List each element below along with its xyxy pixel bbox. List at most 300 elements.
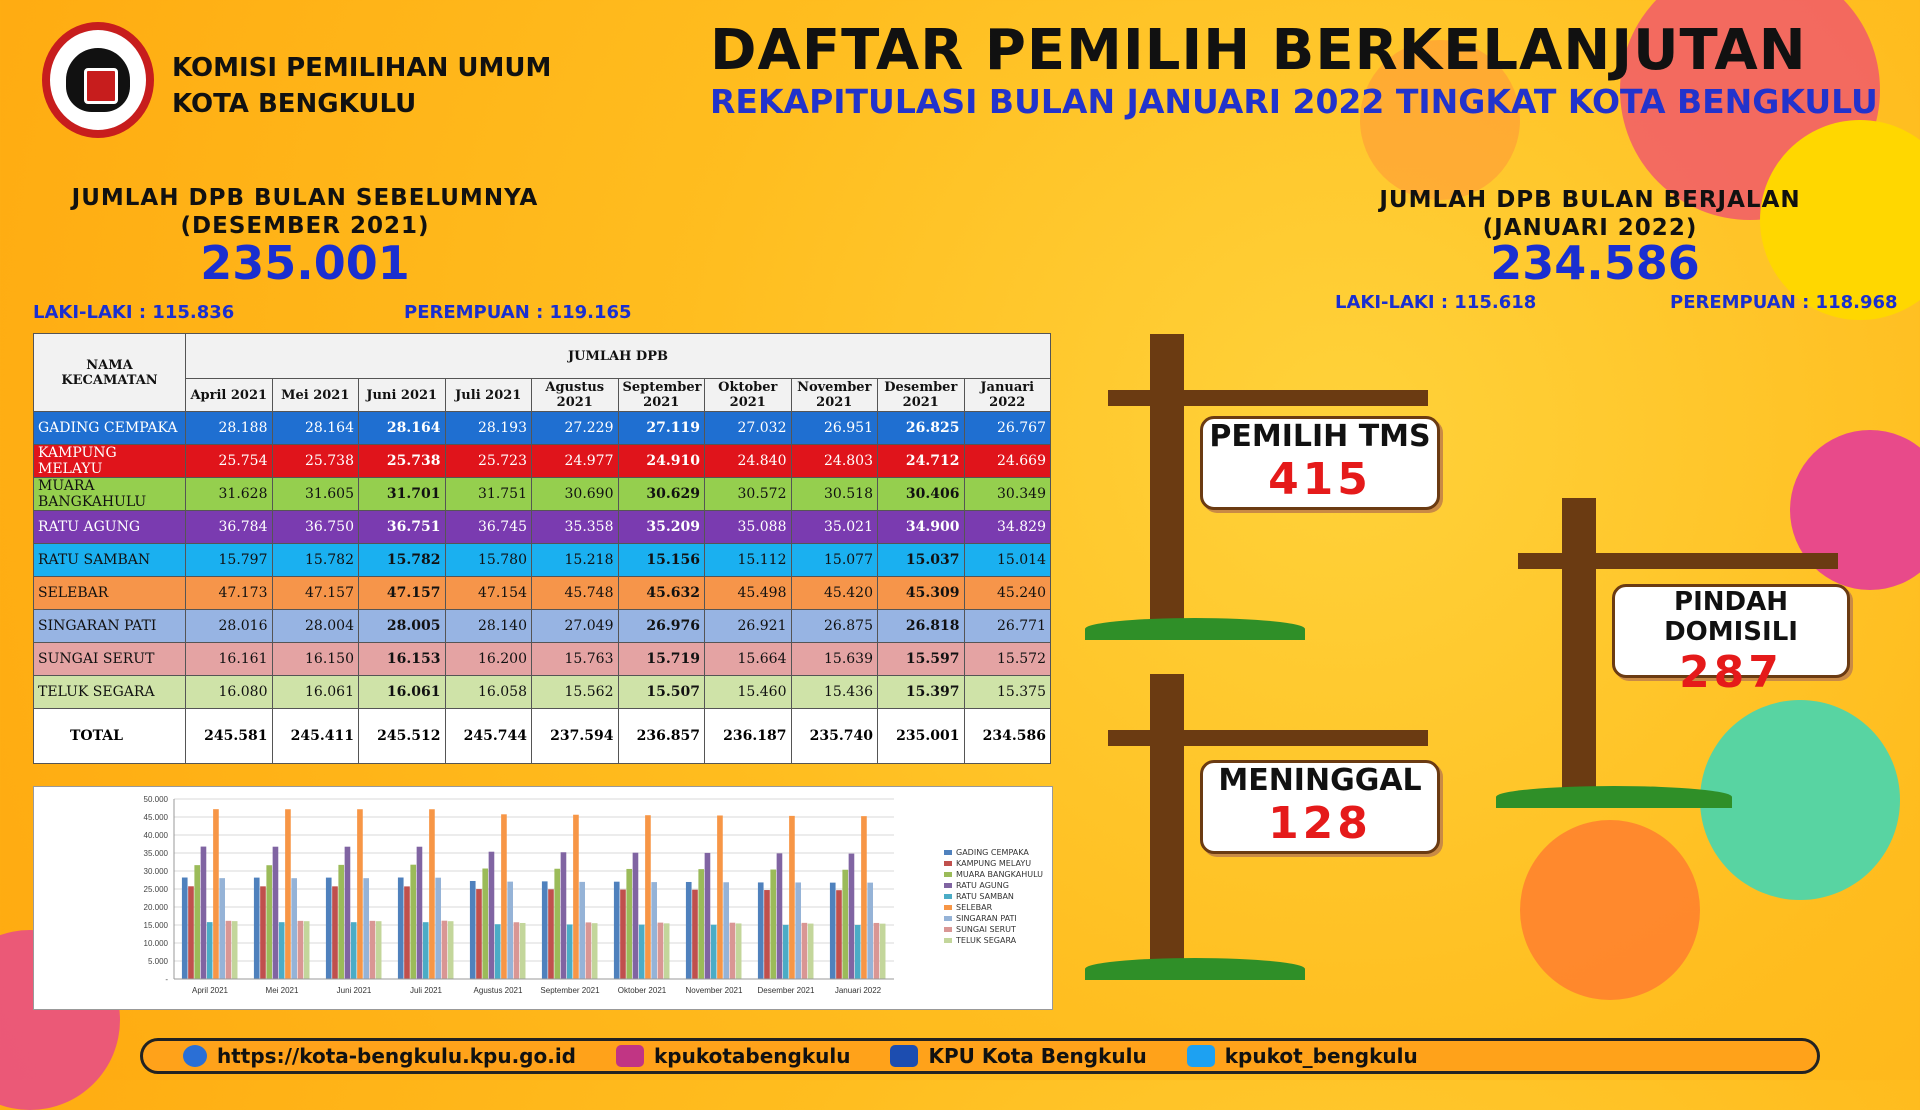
- chart-bar: [298, 921, 304, 979]
- total-cell: 235.740: [791, 709, 878, 764]
- dpb-table: [33, 333, 1051, 764]
- chart-bar: [338, 865, 344, 979]
- legend-entry: [944, 869, 1043, 880]
- table-cell: 16.080: [186, 676, 273, 709]
- table-cell: 15.375: [964, 676, 1051, 709]
- table-cell: 15.397: [878, 676, 965, 709]
- chart-bar: [194, 865, 200, 979]
- chart-bar: [273, 847, 279, 979]
- legend-swatch: [944, 861, 952, 866]
- chart-bar: [723, 882, 729, 979]
- twitter-icon: [1187, 1045, 1215, 1067]
- kecamatan-name: SINGARAN PATI: [34, 610, 186, 643]
- y-tick-label: 15.000: [143, 921, 168, 930]
- footer-bar: [140, 1038, 1820, 1074]
- table-cell: 15.562: [532, 676, 619, 709]
- signpost-arm: [1108, 390, 1428, 406]
- org-name-line1: KOMISI PEMILIHAN UMUM: [172, 53, 552, 83]
- sign-meninggal: [1200, 760, 1440, 854]
- chart-bar: [711, 925, 717, 979]
- chart-bar: [266, 865, 272, 979]
- grass: [1085, 618, 1305, 640]
- chart-bar: [861, 816, 867, 979]
- curr-heading-line1: JUMLAH DPB BULAN BERJALAN: [1379, 187, 1801, 213]
- chart-bar: [404, 886, 410, 979]
- total-cell: 245.744: [445, 709, 532, 764]
- footer-website[interactable]: [183, 1044, 576, 1068]
- table-cell: 30.406: [878, 478, 965, 511]
- chart-bar: [783, 925, 789, 979]
- chart-bar: [770, 870, 776, 979]
- table-cell: 27.229: [532, 412, 619, 445]
- curr-total: 234.586: [1490, 236, 1700, 290]
- prev-heading-line2: (DESEMBER 2021): [180, 213, 430, 239]
- chart-bar: [880, 924, 886, 979]
- table-cell: 15.572: [964, 643, 1051, 676]
- chart-bar: [410, 865, 416, 979]
- y-tick-label: 45.000: [143, 813, 168, 822]
- legend-swatch: [944, 894, 952, 899]
- footer-instagram[interactable]: [616, 1044, 850, 1068]
- chart-bar: [514, 922, 520, 979]
- table-cell: 35.088: [705, 511, 792, 544]
- chart-bar: [736, 923, 742, 979]
- instagram-icon: [616, 1045, 644, 1067]
- table-cell: 15.507: [618, 676, 705, 709]
- chart-bar: [758, 882, 764, 979]
- legend-entry: [944, 935, 1043, 946]
- legend-swatch: [944, 938, 952, 943]
- chart-bar: [874, 923, 880, 979]
- chart-bar: [730, 923, 736, 979]
- chart-bar: [554, 869, 560, 979]
- month-header: Juli 2021: [445, 379, 532, 412]
- table-row: [34, 676, 1051, 709]
- table-cell: 28.188: [186, 412, 273, 445]
- legend-swatch: [944, 850, 952, 855]
- chart-bar: [429, 809, 435, 979]
- table-cell: 15.782: [272, 544, 359, 577]
- table-cell: 34.829: [964, 511, 1051, 544]
- total-cell: 236.857: [618, 709, 705, 764]
- legend-entry: [944, 858, 1043, 869]
- org-name: [172, 50, 551, 122]
- chart-bar: [507, 882, 513, 979]
- chart-bar: [686, 882, 692, 979]
- y-tick-label: 5.000: [147, 957, 168, 966]
- table-row: [34, 544, 1051, 577]
- chart-bar: [448, 921, 454, 979]
- kpu-logo: [42, 22, 154, 138]
- legend-swatch: [944, 927, 952, 932]
- chart-bar: [260, 886, 266, 979]
- x-tick-label: November 2021: [685, 986, 743, 995]
- chart-bar: [345, 847, 351, 979]
- table-cell: 24.910: [618, 445, 705, 478]
- chart-bar: [213, 809, 219, 979]
- table-cell: 25.738: [272, 445, 359, 478]
- chart-bar: [442, 921, 448, 979]
- chart-bar: [692, 890, 698, 979]
- kecamatan-name: GADING CEMPAKA: [34, 412, 186, 445]
- table-cell: 47.157: [359, 577, 446, 610]
- chart-bar: [592, 923, 598, 979]
- sign-meninggal-label: MENINGGAL: [1218, 763, 1422, 798]
- chart-bar: [482, 869, 488, 979]
- month-header: Juni 2021: [359, 379, 446, 412]
- chart-bar: [639, 925, 645, 979]
- chart-bar: [304, 921, 310, 979]
- month-header: Agustus 2021: [532, 379, 619, 412]
- legend-label: SINGARAN PATI: [956, 914, 1017, 923]
- x-tick-label: Oktober 2021: [617, 986, 667, 995]
- table-cell: 28.005: [359, 610, 446, 643]
- globe-icon: [183, 1045, 207, 1067]
- table-cell: 35.021: [791, 511, 878, 544]
- chart-bar: [291, 878, 297, 979]
- legend-entry: [944, 891, 1043, 902]
- kecamatan-name: TELUK SEGARA: [34, 676, 186, 709]
- table-cell: 26.767: [964, 412, 1051, 445]
- chart-bar: [476, 889, 482, 979]
- legend-swatch: [944, 905, 952, 910]
- chart-bar: [489, 852, 495, 979]
- y-tick-label: 30.000: [143, 867, 168, 876]
- table-cell: 16.061: [272, 676, 359, 709]
- chart-bar: [808, 924, 814, 979]
- x-tick-label: Juli 2021: [409, 986, 443, 995]
- sign-pindah-domisili: [1612, 584, 1850, 698]
- table-cell: 36.745: [445, 511, 532, 544]
- y-tick-label: -: [165, 975, 168, 984]
- chart-bar: [398, 878, 404, 979]
- table-cell: 16.061: [359, 676, 446, 709]
- table-cell: 25.723: [445, 445, 532, 478]
- table-cell: 27.032: [705, 412, 792, 445]
- table-row: [34, 412, 1051, 445]
- table-cell: 16.153: [359, 643, 446, 676]
- sign-pindah-domisili-label: PINDAH DOMISILI: [1664, 587, 1798, 647]
- table-cell: 24.669: [964, 445, 1051, 478]
- sign-pemilih-tms-value: 415: [1268, 454, 1372, 505]
- total-cell: 245.411: [272, 709, 359, 764]
- legend-entry: [944, 902, 1043, 913]
- prev-heading: [30, 184, 580, 240]
- chart-bar: [435, 878, 441, 979]
- signpost-arm: [1108, 730, 1428, 746]
- legend-label: RATU AGUNG: [956, 881, 1009, 890]
- total-row: [34, 709, 1051, 764]
- chart-bar: [219, 878, 225, 979]
- table-cell: 47.154: [445, 577, 532, 610]
- chart-bar: [332, 886, 338, 979]
- chart-bar: [561, 852, 567, 979]
- curr-female: PEREMPUAN : 118.968: [1670, 292, 1898, 313]
- total-cell: 245.512: [359, 709, 446, 764]
- chart-bar: [357, 809, 363, 979]
- prev-total: 235.001: [200, 236, 410, 290]
- chart-bar: [855, 925, 861, 979]
- table-cell: 45.309: [878, 577, 965, 610]
- chart-bar: [423, 922, 429, 979]
- grass: [1085, 958, 1305, 980]
- chart-bar: [579, 882, 585, 979]
- kecamatan-name: MUARA BANGKAHULU: [34, 478, 186, 511]
- total-label: TOTAL: [34, 709, 186, 764]
- month-header-row: [34, 379, 1051, 412]
- table-row: [34, 511, 1051, 544]
- x-tick-label: Januari 2022: [834, 986, 882, 995]
- chart-bar: [207, 922, 213, 979]
- legend-label: KAMPUNG MELAYU: [956, 859, 1032, 868]
- table-cell: 45.498: [705, 577, 792, 610]
- y-tick-label: 25.000: [143, 885, 168, 894]
- table-row: [34, 643, 1051, 676]
- chart-bar: [658, 923, 664, 979]
- page-title: DAFTAR PEMILIH BERKELANJUTAN: [710, 18, 1807, 83]
- chart-bar: [777, 853, 783, 979]
- table-cell: 30.349: [964, 478, 1051, 511]
- table-cell: 27.049: [532, 610, 619, 643]
- table-cell: 28.140: [445, 610, 532, 643]
- table-row: [34, 577, 1051, 610]
- y-tick-label: 10.000: [143, 939, 168, 948]
- y-tick-label: 50.000: [143, 795, 168, 804]
- chart-bar: [188, 886, 194, 979]
- table-cell: 34.900: [878, 511, 965, 544]
- table-cell: 28.193: [445, 412, 532, 445]
- chart-bar: [326, 878, 332, 979]
- table-row: [34, 478, 1051, 511]
- chart-legend: [944, 847, 1043, 946]
- table-cell: 16.161: [186, 643, 273, 676]
- signpost-arm: [1518, 553, 1838, 569]
- bar-chart-svg: [34, 787, 1052, 1009]
- x-tick-label: Desember 2021: [757, 986, 815, 995]
- total-cell: 245.581: [186, 709, 273, 764]
- legend-entry: [944, 924, 1043, 935]
- chart-bar: [285, 809, 291, 979]
- chart-bar: [626, 869, 632, 979]
- legend-label: RATU SAMBAN: [956, 892, 1014, 901]
- table-cell: 15.639: [791, 643, 878, 676]
- chart-bar: [620, 890, 626, 979]
- x-tick-label: September 2021: [540, 986, 600, 995]
- footer-twitter-text: kpukot_bengkulu: [1224, 1044, 1418, 1068]
- table-cell: 45.748: [532, 577, 619, 610]
- table-cell: 35.358: [532, 511, 619, 544]
- chart-bar: [495, 924, 501, 979]
- table-cell: 35.209: [618, 511, 705, 544]
- table-cell: 30.629: [618, 478, 705, 511]
- table-cell: 31.751: [445, 478, 532, 511]
- table-cell: 16.200: [445, 643, 532, 676]
- table-body: [34, 412, 1051, 764]
- kecamatan-name: KAMPUNG MELAYU: [34, 445, 186, 478]
- month-header: Desember 2021: [878, 379, 965, 412]
- table-cell: 26.825: [878, 412, 965, 445]
- chart-bar: [201, 847, 207, 979]
- table-cell: 26.976: [618, 610, 705, 643]
- bg-blob: [1520, 820, 1700, 1000]
- table-cell: 26.875: [791, 610, 878, 643]
- kecamatan-name: SUNGAI SERUT: [34, 643, 186, 676]
- x-tick-label: Mei 2021: [265, 986, 299, 995]
- chart-bar: [586, 922, 592, 979]
- table-cell: 30.690: [532, 478, 619, 511]
- chart-bar: [867, 883, 873, 979]
- table-cell: 15.797: [186, 544, 273, 577]
- chart-bar: [614, 882, 620, 979]
- table-cell: 26.921: [705, 610, 792, 643]
- table-cell: 15.112: [705, 544, 792, 577]
- sign-pindah-domisili-value: 287: [1679, 647, 1783, 698]
- month-header: Oktober 2021: [705, 379, 792, 412]
- table-cell: 45.240: [964, 577, 1051, 610]
- table-cell: 26.771: [964, 610, 1051, 643]
- chart-bar: [351, 922, 357, 979]
- footer-twitter[interactable]: [1187, 1044, 1418, 1068]
- chart-bar: [645, 815, 651, 979]
- total-cell: 237.594: [532, 709, 619, 764]
- legend-label: TELUK SEGARA: [956, 936, 1017, 945]
- chart-bar: [417, 847, 423, 979]
- x-tick-label: Agustus 2021: [473, 986, 523, 995]
- kecamatan-name: RATU SAMBAN: [34, 544, 186, 577]
- chart-bar: [548, 889, 554, 979]
- chart-bar: [717, 815, 723, 979]
- legend-swatch: [944, 883, 952, 888]
- x-tick-label: Juni 2021: [336, 986, 372, 995]
- table-cell: 28.164: [272, 412, 359, 445]
- legend-swatch: [944, 916, 952, 921]
- sign-pemilih-tms: [1200, 416, 1440, 510]
- chart-bar: [573, 815, 579, 979]
- facebook-icon: [890, 1045, 918, 1067]
- table-cell: 26.818: [878, 610, 965, 643]
- table-cell: 15.782: [359, 544, 446, 577]
- chart-bar: [182, 878, 188, 979]
- table-cell: 30.572: [705, 478, 792, 511]
- kecamatan-name: RATU AGUNG: [34, 511, 186, 544]
- legend-label: MUARA BANGKAHULU: [956, 870, 1043, 879]
- table-cell: 15.780: [445, 544, 532, 577]
- chart-bar: [789, 816, 795, 979]
- chart-bar: [567, 924, 573, 979]
- table-cell: 15.014: [964, 544, 1051, 577]
- chart-bar: [254, 878, 260, 979]
- chart-bar: [664, 923, 670, 979]
- legend-entry: [944, 880, 1043, 891]
- table-cell: 15.763: [532, 643, 619, 676]
- col-header-group: JUMLAH DPB: [186, 334, 1051, 379]
- table-cell: 24.712: [878, 445, 965, 478]
- chart-bar: [830, 883, 836, 979]
- table-cell: 36.750: [272, 511, 359, 544]
- legend-label: SELEBAR: [956, 903, 993, 912]
- table-cell: 16.150: [272, 643, 359, 676]
- total-cell: 235.001: [878, 709, 965, 764]
- sign-pemilih-tms-label: PEMILIH TMS: [1209, 419, 1431, 454]
- curr-heading-line2: (JANUARI 2022): [1482, 215, 1698, 241]
- table-cell: 28.004: [272, 610, 359, 643]
- chart-bar: [542, 881, 548, 979]
- table-cell: 16.058: [445, 676, 532, 709]
- month-header: Mei 2021: [272, 379, 359, 412]
- prev-male: LAKI-LAKI : 115.836: [33, 302, 235, 323]
- table-cell: 15.077: [791, 544, 878, 577]
- table-cell: 27.119: [618, 412, 705, 445]
- table-row: [34, 610, 1051, 643]
- table-cell: 28.164: [359, 412, 446, 445]
- prev-heading-line1: JUMLAH DPB BULAN SEBELUMNYA: [71, 185, 539, 211]
- table-cell: 31.605: [272, 478, 359, 511]
- sign-meninggal-value: 128: [1268, 798, 1372, 849]
- month-header: September 2021: [618, 379, 705, 412]
- signpost-pole: [1562, 498, 1596, 798]
- table-cell: 26.951: [791, 412, 878, 445]
- chart-bar: [705, 853, 711, 979]
- chart-bar: [232, 921, 238, 979]
- y-tick-label: 20.000: [143, 903, 168, 912]
- chart-bar: [633, 853, 639, 979]
- table-cell: 15.436: [791, 676, 878, 709]
- chart-bar: [836, 890, 842, 979]
- table-cell: 36.751: [359, 511, 446, 544]
- table-cell: 15.664: [705, 643, 792, 676]
- x-tick-label: April 2021: [191, 986, 229, 995]
- bar-chart: [33, 786, 1053, 1010]
- legend-label: GADING CEMPAKA: [956, 848, 1029, 857]
- y-tick-label: 35.000: [143, 849, 168, 858]
- garuda-emblem-icon: [66, 48, 130, 112]
- chart-bar: [363, 878, 369, 979]
- table-cell: 31.628: [186, 478, 273, 511]
- footer-instagram-text: kpukotabengkulu: [654, 1044, 851, 1068]
- table-cell: 28.016: [186, 610, 273, 643]
- legend-swatch: [944, 872, 952, 877]
- table-cell: 47.157: [272, 577, 359, 610]
- table-cell: 15.460: [705, 676, 792, 709]
- curr-heading: [1330, 186, 1850, 242]
- chart-bar: [651, 882, 657, 979]
- chart-bar: [802, 923, 808, 979]
- footer-facebook[interactable]: [890, 1044, 1146, 1068]
- table-cell: 24.977: [532, 445, 619, 478]
- chart-bar: [849, 854, 855, 979]
- month-header: April 2021: [186, 379, 273, 412]
- org-name-line2: KOTA BENGKULU: [172, 89, 417, 119]
- footer-website-text: https://kota-bengkulu.kpu.go.id: [217, 1044, 576, 1068]
- chart-bar: [795, 882, 801, 979]
- table-cell: 47.173: [186, 577, 273, 610]
- table-cell: 15.719: [618, 643, 705, 676]
- table-cell: 45.632: [618, 577, 705, 610]
- chart-bar: [226, 921, 232, 979]
- signpost-pole: [1150, 334, 1184, 634]
- month-header: Januari 2022: [964, 379, 1051, 412]
- table-row: [34, 445, 1051, 478]
- table-cell: 36.784: [186, 511, 273, 544]
- table-cell: 25.738: [359, 445, 446, 478]
- legend-entry: [944, 913, 1043, 924]
- prev-female: PEREMPUAN : 119.165: [404, 302, 632, 323]
- chart-bar: [470, 881, 476, 979]
- legend-label: SUNGAI SERUT: [956, 925, 1016, 934]
- table-cell: 15.156: [618, 544, 705, 577]
- total-cell: 236.187: [705, 709, 792, 764]
- chart-bar: [520, 923, 526, 979]
